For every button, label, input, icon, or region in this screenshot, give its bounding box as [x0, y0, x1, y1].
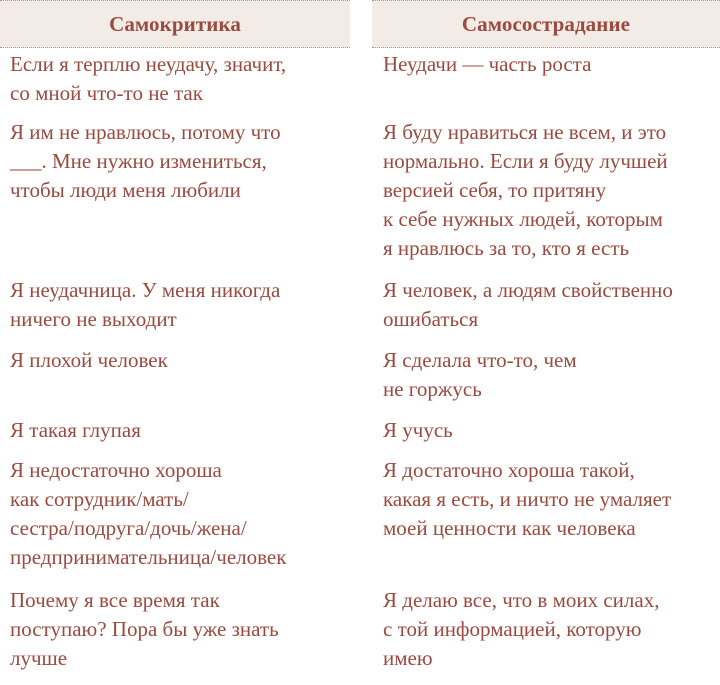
- row-5-self-compassion: Я учусь: [383, 418, 453, 442]
- row-3-self-criticism: Я неудачница. У меня никогда ничего не выходит: [10, 278, 281, 331]
- self-criticism-header: Самокритика: [0, 0, 350, 48]
- row-4-self-compassion: Я сделала что-то, чем не горжусь: [383, 348, 577, 401]
- row-3-self-compassion: Я человек, а людям свойственно ошибаться: [383, 278, 673, 331]
- row-2-self-compassion: Я буду нравиться не всем, и это нормально. Если я буду лучшей версией себя, то притяну к себе нужных людей, которым я нравлюсь за то, кто я есть: [383, 120, 668, 260]
- row-1-self-compassion: Неудачи — часть роста: [383, 52, 592, 76]
- row-5-self-criticism: Я такая глупая: [10, 418, 141, 442]
- self-compassion-header: Самосострадание: [372, 0, 720, 48]
- row-7-self-compassion: Я делаю все, что в моих силах, с той информацией, которую имею: [383, 588, 660, 670]
- row-2-self-criticism: Я им не нравлюсь, потому что ___. Мне нужно измениться, чтобы люди меня любили: [10, 120, 281, 202]
- row-4-self-criticism: Я плохой человек: [10, 348, 168, 372]
- row-6-self-compassion: Я достаточно хороша такой, какая я есть, и ничто не умаляет моей ценности как человека: [383, 458, 672, 540]
- row-7-self-criticism: Почему я все время так поступаю? Пора бы уже знать лучше: [10, 588, 279, 670]
- row-6-self-criticism: Я недостаточно хороша как сотрудник/мать/ сестра/подруга/дочь/жена/ предпринимательница/человек: [10, 458, 287, 569]
- row-1-self-criticism: Если я терплю неудачу, значит, со мной что-то не так: [10, 52, 287, 105]
